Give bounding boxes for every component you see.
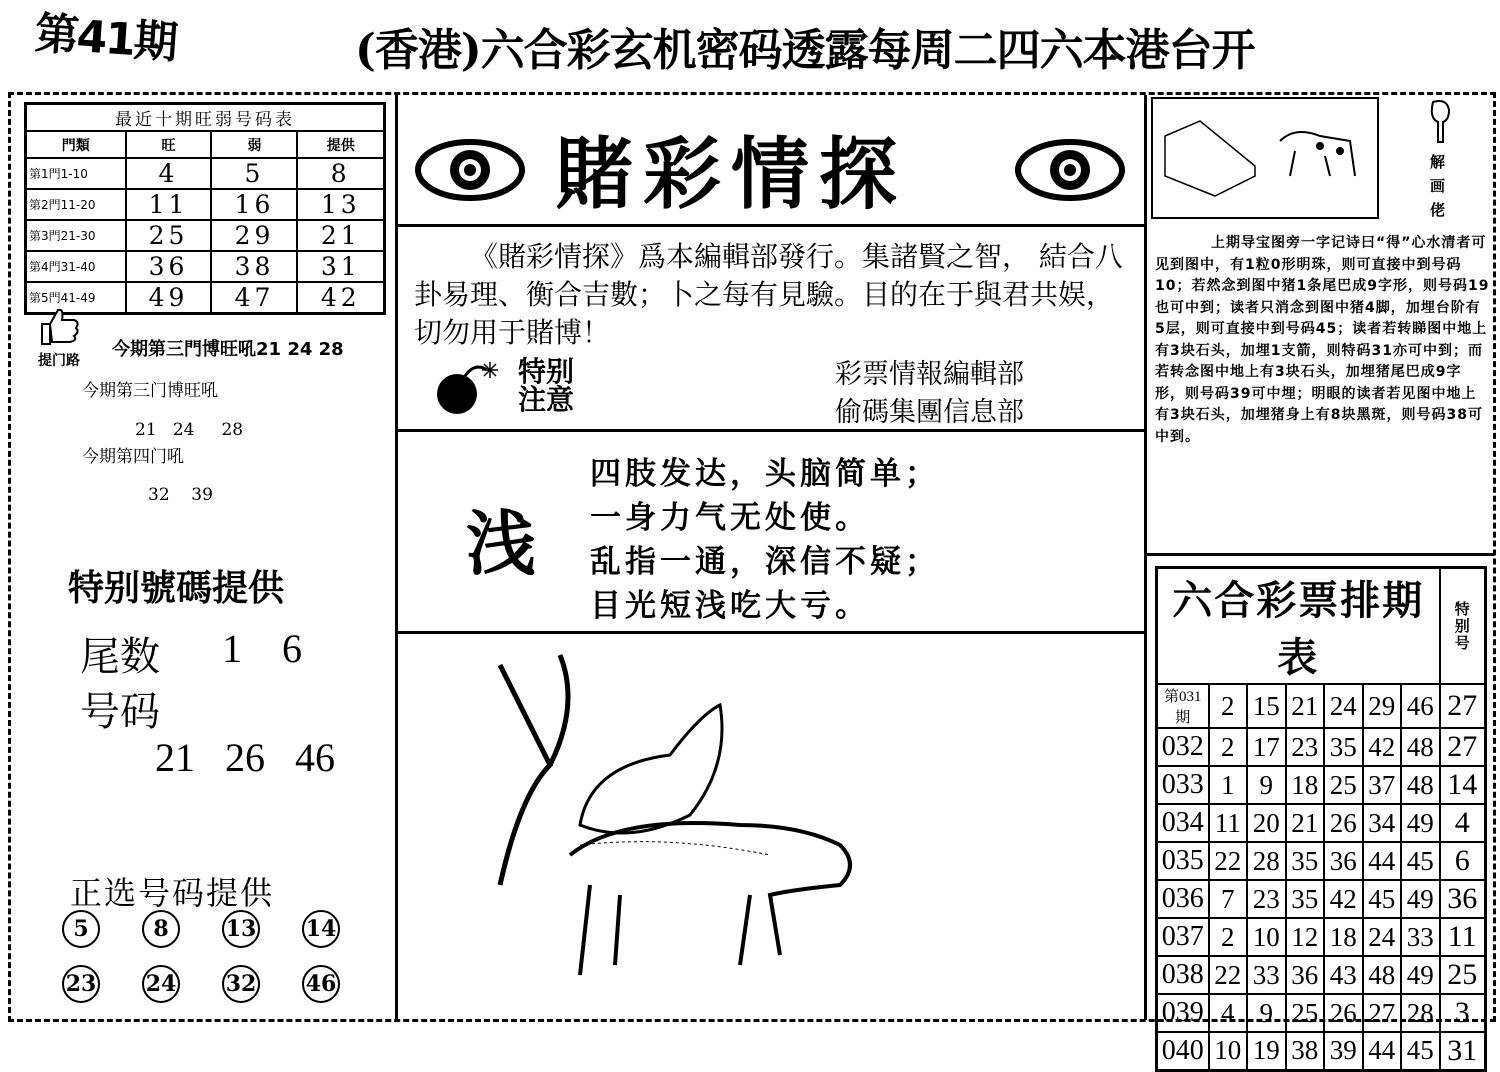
special-title: 特别號碼提供 [68,568,285,609]
table-row [26,189,385,220]
column-header: 弱 [211,131,297,158]
table-row [1157,728,1486,766]
period-cell: 第031期 [1157,684,1209,728]
number-cell: 20 [1247,804,1286,842]
notice-label [518,355,575,416]
number-cell: 45 [1401,1032,1440,1070]
page-title: (香港)六合彩玄机密码透露每周二四六本港台开 [355,25,1255,76]
number-cell: 49 [1401,880,1440,918]
number-cell: 4 [126,158,212,189]
table-row [1157,994,1486,1032]
special-number-cell: 31 [1440,1032,1486,1070]
number-cell: 9 [1247,994,1286,1032]
code-label: 号码 [80,689,160,735]
number-cell: 49 [1401,956,1440,994]
notice-line: 特别 [518,355,575,388]
table-title: 六合彩票排期表 [1157,568,1440,685]
table-row [26,251,385,282]
divider [397,429,1144,432]
bomb-icon [435,358,505,416]
number-cell: 38 [1286,1032,1325,1070]
eye-icon [415,138,525,202]
number-cell: 42 [1363,728,1402,766]
door-label: 第3門21-30 [26,220,126,251]
draw-schedule-table [1155,566,1487,1072]
number-cell: 7 [1209,880,1248,918]
number-cell: 35 [1286,842,1325,880]
number-cell: 4 [1209,994,1248,1032]
pick-number: 5 [62,910,100,948]
number-cell: 44 [1363,1032,1402,1070]
table-row [1157,956,1486,994]
number-cell: 29 [211,220,297,251]
special-number-cell: 11 [1440,918,1486,956]
special-number-cell: 6 [1440,842,1486,880]
table-row [1157,804,1486,842]
issue-number: 第41期 [33,8,178,69]
strong-weak-table [24,102,386,315]
number-cell: 46 [1401,684,1440,728]
notice-line: 注意 [518,383,575,416]
number-cell: 26 [1324,804,1363,842]
code-values: 21 26 46 [155,735,335,780]
poem-keyword: 浅 [466,503,536,585]
number-cell: 35 [1286,880,1325,918]
number-cell: 25 [1286,994,1325,1032]
number-cell: 33 [1401,918,1440,956]
tip-label: 提门路 [38,353,80,369]
number-cell: 34 [1363,804,1402,842]
puzzle-picture [1150,96,1380,220]
table-row [1157,842,1486,880]
number-cell: 44 [1363,842,1402,880]
period-cell: 033 [1157,766,1209,804]
number-cell: 45 [1363,880,1402,918]
picks-title: 正选号码提供 [70,874,275,912]
number-cell: 35 [1324,728,1363,766]
number-cell: 49 [126,282,212,314]
number-cell: 2 [1209,918,1248,956]
number-cell: 15 [1247,684,1286,728]
number-cell: 39 [1324,1032,1363,1070]
number-cell: 36 [1286,956,1325,994]
number-cell: 24 [1324,684,1363,728]
period-cell: 034 [1157,804,1209,842]
number-cell: 49 [1401,804,1440,842]
divider [1144,95,1147,1020]
number-cell: 26 [1324,994,1363,1032]
department-name: 彩票情報編輯部 [835,359,1024,390]
puzzle-label: 解画佬 [1430,153,1446,219]
divider [397,224,1144,227]
number-cell: 37 [1363,766,1402,804]
number-cell: 23 [1286,728,1325,766]
number-cell: 11 [126,189,212,220]
period-cell: 038 [1157,956,1209,994]
door-label: 第2門11-20 [26,189,126,220]
divider [1146,553,1494,556]
special-number-cell: 36 [1440,880,1486,918]
table-row [1157,684,1486,728]
number-cell: 45 [1401,842,1440,880]
table-row [1157,1032,1486,1070]
department-name: 偷碼集團信息部 [835,397,1024,428]
number-cell: 10 [1247,918,1286,956]
number-cell: 21 [297,220,384,251]
number-cell: 11 [1209,804,1248,842]
number-cell: 29 [1363,684,1402,728]
poem-line: 四肢发达，头脑简单； [590,456,940,492]
number-cell: 42 [1324,880,1363,918]
special-number-cell: 27 [1440,684,1486,728]
table-caption: 最近十期旺弱号码表 [26,104,385,132]
tip-line: 今期第四门吼 [82,447,184,467]
column-header: 門類 [26,131,126,158]
number-cell: 9 [1247,766,1286,804]
number-cell: 8 [297,158,384,189]
number-cell: 38 [211,251,297,282]
special-number-cell: 27 [1440,728,1486,766]
number-cell: 5 [211,158,297,189]
tail-values: 1 6 [222,626,302,671]
period-cell: 040 [1157,1032,1209,1070]
number-cell: 13 [297,189,384,220]
special-header: 特别号 [1440,568,1486,685]
number-cell: 43 [1324,956,1363,994]
number-cell: 28 [1247,842,1286,880]
pick-number: 24 [142,965,180,1003]
pick-number: 14 [302,910,340,948]
number-cell: 18 [1324,918,1363,956]
door-label: 第4門31-40 [26,251,126,282]
table-row [1157,880,1486,918]
number-cell: 21 [1286,804,1325,842]
number-cell: 33 [1247,956,1286,994]
number-cell: 48 [1401,728,1440,766]
number-cell: 10 [1209,1032,1248,1070]
tip-numbers: 21 24 28 [135,420,244,440]
number-cell: 17 [1247,728,1286,766]
masthead-title: 賭彩情探 [555,129,908,220]
tail-label: 尾数 [80,634,160,680]
number-cell: 2 [1209,728,1248,766]
pick-number: 32 [222,965,260,1003]
pointing-hand-icon [1425,98,1455,146]
tip-line: 今期第三门博旺吼 [82,381,218,401]
number-cell: 27 [1363,994,1402,1032]
pick-number: 23 [62,965,100,1003]
number-cell: 48 [1401,766,1440,804]
period-cell: 032 [1157,728,1209,766]
table-row [26,220,385,251]
pick-number: 13 [222,910,260,948]
intro-text: 《賭彩情探》爲本編輯部發行。集諸賢之智， 結合八卦易理、衡合吉數；卜之每有見驗。目的在于與君共娱，切勿用于賭博！ [414,240,1123,349]
number-cell: 23 [1247,880,1286,918]
number-cell: 22 [1209,842,1248,880]
tip-headline: 今期第三門博旺吼21 24 28 [112,339,344,360]
door-label: 第5門41-49 [26,282,126,314]
number-cell: 18 [1286,766,1325,804]
special-number-cell: 3 [1440,994,1486,1032]
number-cell: 31 [297,251,384,282]
number-cell: 24 [1363,918,1402,956]
tip-numbers: 32 39 [148,485,213,505]
period-cell: 035 [1157,842,1209,880]
puzzle-explanation: 上期导宝图旁一字记诗曰“得”心水清者可见到图中，有1粒0形明珠，则可直接中到号码10；若然念到图中猪1条尾巴成9字形，则号码19也可中到；读者只消念到图中猪4脚，加埋台阶有5层，则可直接中到号码45；读者若转睇图中地上有3块石头，加埋1支箭，则特码31亦可中到；而若转念图中地上有3块石头，加埋猪尾巴成9字形，则号码39可中埋；明眼的读者若见图中地上有3块石头，加埋猪身上有8块黑斑，则号码38可中到。 [1155,235,1490,445]
divider [395,95,398,1020]
ox-illustration [440,645,870,985]
poem-line: 目光短浅吃大亏。 [590,588,870,624]
number-cell: 42 [297,282,384,314]
pick-number: 8 [142,910,180,948]
number-cell: 48 [1363,956,1402,994]
table-row [26,158,385,189]
special-number-cell: 25 [1440,956,1486,994]
number-cell: 1 [1209,766,1248,804]
table-row [1157,766,1486,804]
period-cell: 039 [1157,994,1209,1032]
number-cell: 21 [1286,684,1325,728]
number-cell: 28 [1401,994,1440,1032]
number-cell: 25 [126,220,212,251]
number-cell: 47 [211,282,297,314]
number-cell: 22 [1209,956,1248,994]
number-cell: 16 [211,189,297,220]
poem-line: 一身力气无处使。 [590,500,870,536]
door-label: 第1門1-10 [26,158,126,189]
period-cell: 037 [1157,918,1209,956]
period-cell: 036 [1157,880,1209,918]
number-cell: 36 [126,251,212,282]
pick-number: 46 [302,965,340,1003]
thumbs-up-icon [38,306,82,348]
number-cell: 2 [1209,684,1248,728]
eye-icon [1015,138,1125,202]
special-number-cell: 4 [1440,804,1486,842]
number-cell: 19 [1247,1032,1286,1070]
special-number-cell: 14 [1440,766,1486,804]
poem [590,452,940,628]
divider [397,631,1144,634]
poem-line: 乱指一通，深信不疑； [590,544,940,580]
number-cell: 25 [1324,766,1363,804]
column-header: 提供 [297,131,384,158]
column-header: 旺 [126,131,212,158]
number-cell: 36 [1324,842,1363,880]
table-row [1157,918,1486,956]
number-cell: 12 [1286,918,1325,956]
